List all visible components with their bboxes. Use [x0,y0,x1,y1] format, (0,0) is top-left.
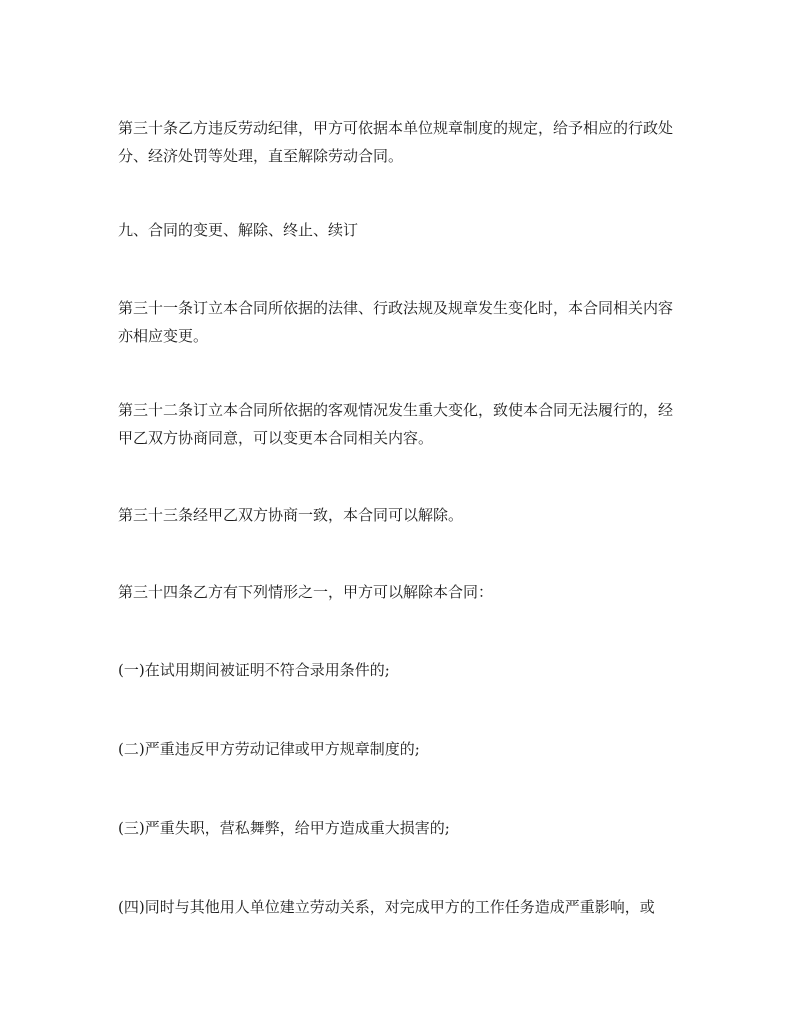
article-31-paragraph: 第三十一条订立本合同所依据的法律、行政法规及规章发生变化时，本合同相关内容亦相应变更。 [118,299,674,345]
section-9-heading: 九、合同的变更、解除、终止、续订 [118,221,359,239]
article-33-paragraph: 第三十三条经甲乙双方协商一致，本合同可以解除。 [118,506,464,524]
clause-4-item: (四)同时与其他用人单位建立劳动关系，对完成甲方的工作任务造成严重影响，或 [118,898,655,916]
clause-2-item: (二)严重违反甲方劳动记律或甲方规章制度的; [118,740,420,758]
clause-1-item: (一)在试用期间被证明不符合录用条件的; [118,661,390,679]
clause-3-item: (三)严重失职，营私舞弊，给甲方造成重大损害的; [118,819,450,837]
article-32-paragraph: 第三十二条订立本合同所依据的客观情况发生重大变化，致使本合同无法履行的，经甲乙双方协商同意，可以变更本合同相关内容。 [118,401,674,447]
article-34-paragraph: 第三十四条乙方有下列情形之一，甲方可以解除本合同： [118,583,494,601]
article-30-paragraph: 第三十条乙方违反劳动纪律，甲方可依据本单位规章制度的规定，给予相应的行政处分、经济处罚等处理，直至解除劳动合同。 [118,119,674,165]
